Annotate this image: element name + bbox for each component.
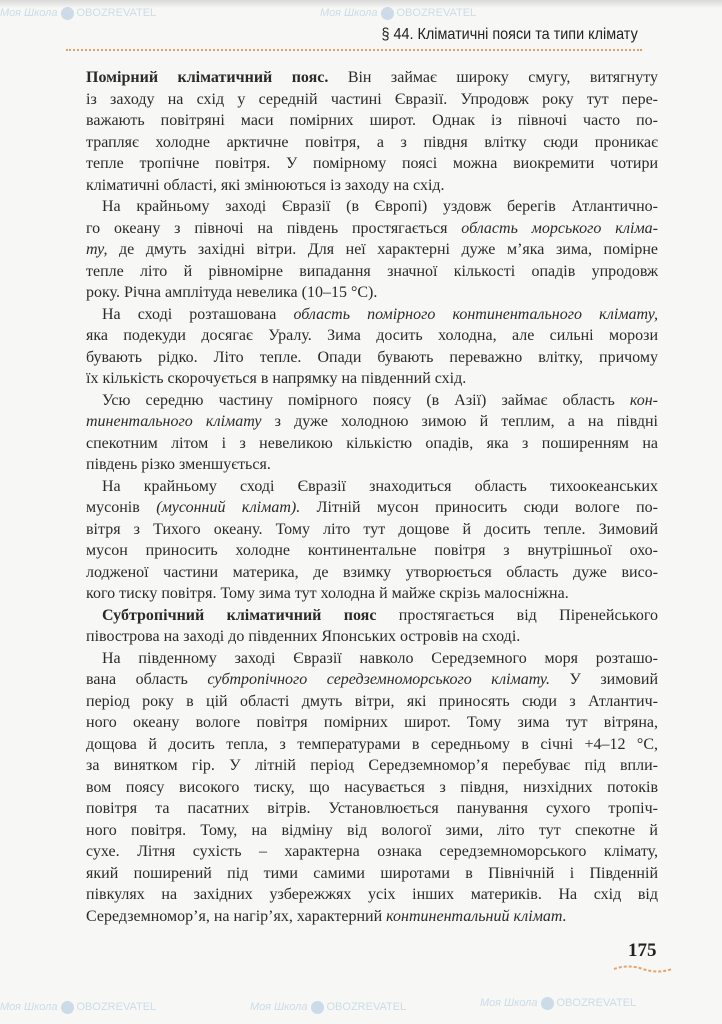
text-segment: мусон приносить холодне континентальне повітря з внутрішньої охо- (86, 542, 658, 559)
text-segment: ного повітря. Тому, на відміну від вологої зими, літо тут спекотне й (86, 821, 658, 839)
scan-edge (0, 0, 722, 8)
watermark: Моя Школа OBOZREVATEL (480, 997, 637, 1009)
text-line (86, 454, 658, 476)
text-line (86, 798, 658, 820)
body-text (86, 67, 658, 927)
text-line (86, 497, 658, 519)
text-line (86, 691, 658, 713)
text-line (86, 712, 658, 734)
text-segment: тепле тропічне повітря. У помірному поясі можна виокремити чотири (86, 155, 658, 172)
text-line (86, 347, 658, 369)
italic-term: область морського кліма- (461, 219, 658, 237)
text-line (86, 175, 658, 197)
text-segment: ного океану вологе повітря помірних широт. Тому зима тут вітряна, (86, 714, 658, 731)
text-line (86, 433, 658, 455)
text-line (86, 734, 658, 756)
text-segment: бувають рідко. Літо тепле. Опади бувають переважно влітку, причому (86, 348, 658, 366)
text-segment: кого тиску повітря. Тому зима тут холодна й майже скрізь малосніжна. (86, 585, 569, 602)
text-line (86, 218, 658, 240)
page-number: 175 (628, 940, 657, 961)
text-segment: їх кількість скорочується в напрямку на південний схід. (86, 370, 467, 387)
text-line (86, 390, 658, 412)
italic-term: область помірного континентального клімату, (293, 305, 658, 323)
text-line (86, 368, 658, 390)
watermark: Моя Школа OBOZREVATEL (0, 1001, 157, 1013)
text-segment: півострова на заході до південних Японських островів на сході. (86, 628, 521, 645)
watermark: Моя Школа OBOZREVATEL (250, 1001, 407, 1013)
bold-term: Помірний кліматичний пояс. (86, 69, 329, 86)
italic-term: тинентального клімату (86, 413, 262, 430)
text-segment: Середземномор’я, на нагір’ях, характерний (86, 907, 387, 925)
text-segment: вом поясу високого тиску, що насувається з півдня, низхідних потоків (86, 778, 658, 796)
section-header: § 44. Кліматичні пояси та типи клімату (381, 26, 638, 43)
text-segment: На крайньому сході Євразії знаходиться область тихоокеанських (86, 477, 658, 495)
italic-term: кон- (629, 391, 658, 409)
text-line (86, 110, 658, 132)
text-segment: період року в цій області дмуть вітри, які приносять сюди з Атлантич- (86, 692, 658, 710)
text-segment: На південному заході Євразії навколо Середземного моря розташо- (86, 649, 658, 667)
text-segment: го океану з півночі на південь простягається (86, 219, 462, 237)
text-line (86, 863, 658, 885)
text-line (86, 67, 658, 89)
text-segment: простягається від Піренейського (376, 606, 658, 624)
text-line (86, 626, 658, 648)
text-line (86, 196, 658, 218)
text-line (86, 884, 658, 906)
text-segment: У зимовий (549, 671, 659, 688)
italic-term: ту, (86, 241, 108, 258)
page-number-ornament (612, 964, 674, 974)
text-line (86, 282, 658, 304)
text-line (86, 562, 658, 584)
text-segment: Він займає широку смугу, витягнуту (328, 69, 659, 86)
text-line (86, 153, 658, 175)
text-line (86, 669, 658, 691)
text-segment: дощова й досить тепла, з температурами в середньому в січні +4–12 °C, (86, 735, 658, 753)
text-line (86, 841, 658, 863)
text-segment: вана область (86, 671, 208, 688)
watermark: Моя Школа OBOZREVATEL (320, 7, 477, 19)
text-segment: південь різко зменшується. (86, 456, 271, 473)
text-line (86, 304, 658, 326)
text-segment: тепле літо й рівномірне випадання значної кількості опадів упродовж (86, 262, 658, 280)
text-segment: лодженої частини материка, де взимку утворюється область дуже висо- (86, 563, 658, 581)
text-line (86, 261, 658, 283)
text-line (86, 132, 658, 154)
text-line (86, 89, 658, 111)
bold-term: Субтропічний кліматичний пояс (86, 606, 377, 624)
text-segment: яка подекуди досягає Уралу. Зима досить холодна, але сильні морози (86, 327, 658, 344)
text-line (86, 777, 658, 799)
text-segment: року. Річна амплітуда невелика (10–15 °C). (86, 284, 378, 301)
italic-term: субтропічного середземноморського клімату. (207, 671, 550, 688)
text-segment: кліматичні області, які змінюються із заходу на схід. (86, 176, 445, 194)
header-divider (66, 49, 642, 51)
text-segment: який поширений під тими самими широтами в Північній і Південній (86, 864, 658, 882)
text-line (86, 325, 658, 347)
italic-term: континентальний клімат. (386, 907, 567, 925)
text-segment: трапляє холодне арктичне повітря, а з півдня влітку сюди проникає (86, 133, 658, 151)
text-segment: спекотним літом і з невеликою кількістю опадів, яка з поширенням на (86, 434, 658, 452)
text-line (86, 540, 658, 562)
text-line (86, 605, 658, 627)
text-segment: повітря та пасатних вітрів. Установлюється панування сухого тропіч- (86, 800, 658, 817)
text-line (86, 906, 658, 928)
text-segment: вітря з Тихого океану. Тому літо тут дощове й досить тепле. Зимовий (86, 520, 658, 538)
text-segment: На крайньому заході Євразії (в Європі) уздовж берегів Атлантично- (86, 198, 658, 215)
text-segment: де дмуть західні вітри. Для неї характерні дуже м’яка зима, помірне (107, 241, 658, 258)
text-segment: сухе. Літня сухість – характерна ознака середземноморського клімату, (86, 843, 658, 860)
text-segment: Літній мусон приносить сюди вологе по- (300, 499, 659, 516)
text-segment: На сході розташована (86, 305, 294, 323)
text-line (86, 411, 658, 433)
text-segment: за винятком гір. У літній період Середземномор’я перебуває під впли- (86, 757, 658, 774)
text-segment: Усю середню частину помірного поясу (в Азії) займає область (86, 391, 630, 409)
text-line (86, 519, 658, 541)
watermark: Моя Школа OBOZREVATEL (0, 7, 157, 19)
text-line (86, 820, 658, 842)
text-line (86, 648, 658, 670)
text-segment: мусонів (86, 499, 157, 516)
text-line (86, 583, 658, 605)
text-segment: з дуже холодною зимою й теплим, а на півдні (261, 413, 658, 430)
text-segment: півкулях на західних узбережжях усіх інших материків. На схід від (86, 886, 658, 903)
text-line (86, 476, 658, 498)
text-segment: важають повітряні маси помірних широт. Однак із півночі часто по- (86, 112, 658, 129)
italic-term: (мусонний клімат). (156, 499, 301, 516)
text-line (86, 239, 658, 261)
text-line (86, 755, 658, 777)
text-segment: із заходу на схід у середній частині Євразії. Упродовж року тут пере- (86, 90, 658, 108)
